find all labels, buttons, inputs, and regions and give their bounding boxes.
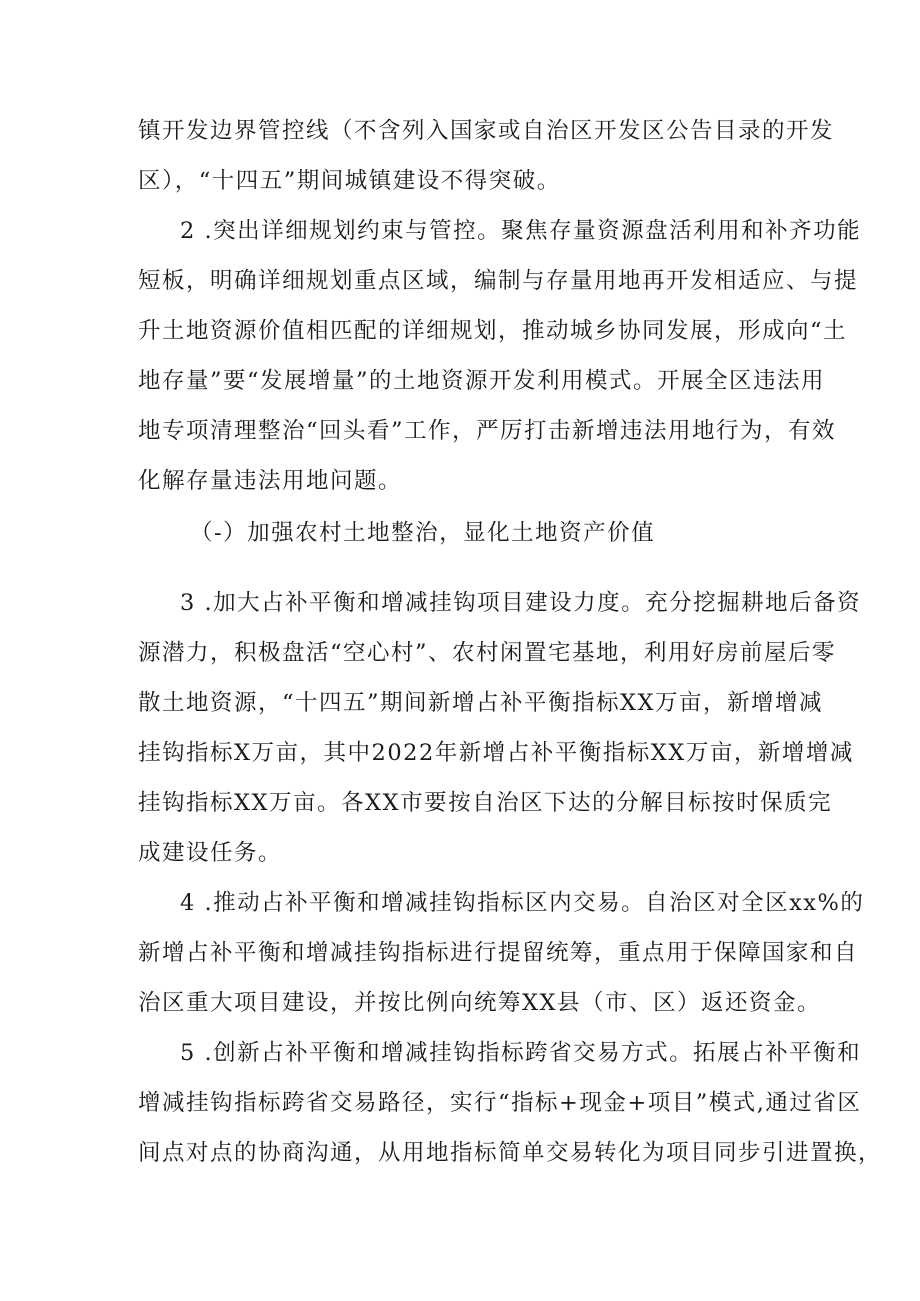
paragraph-2-line-1: 2 .突出详细规划约束与管控。聚焦存量资源盘活利用和补齐功能 <box>180 218 862 244</box>
paragraph-3-line-4: 挂钩指标X万亩，其中2022年新增占补平衡指标XX万亩，新增增减 <box>138 740 854 766</box>
paragraph-2-line-6: 化解存量违法用地问题。 <box>138 468 403 494</box>
paragraph-2-line-3: 升土地资源价值相匹配的详细规划，推动城乡协同发展，形成向“土 <box>138 318 848 344</box>
section-heading: （-）加强农村土地整治，显化土地资产价值 <box>190 520 656 546</box>
paragraph-5-line-1: 5 .创新占补平衡和增减挂钩指标跨省交易方式。拓展占补平衡和 <box>180 1040 862 1066</box>
paragraph-1-line-2: 区），“十四五”期间城镇建设不得突破。 <box>138 168 561 194</box>
paragraph-2-line-4: 地存量”要“发展增量”的土地资源开发利用模式。开展全区违法用 <box>138 368 826 394</box>
paragraph-5-line-3: 间点对点的协商沟通，从用地指标简单交易转化为项目同步引进置换， <box>138 1140 883 1166</box>
paragraph-3-line-6: 成建设任务。 <box>138 840 283 866</box>
paragraph-5-line-2: 增减挂钩指标跨省交易路径，实行“指标+现金+项目”模式,通过省区 <box>138 1090 862 1116</box>
paragraph-3-line-1: 3 .加大占补平衡和增减挂钩项目建设力度。充分挖掘耕地后备资 <box>180 590 862 616</box>
paragraph-2-line-5: 地专项清理整治“回头看”工作，严厉打击新增违法用地行为，有效 <box>138 418 837 444</box>
paragraph-1-line-1: 镇开发边界管控线（不含列入国家或自治区开发区公告目录的开发 <box>138 118 835 144</box>
paragraph-2-line-2: 短板，明确详细规划重点区域，编制与存量用地再开发相适应、与提 <box>138 268 859 294</box>
paragraph-4-line-3: 治区重大项目建设，并按比例向统筹XX县（市、区）返还资金。 <box>138 990 822 1016</box>
paragraph-3-line-2: 源潜力，积极盘活“空心村”、农村闲置宅基地，利用好房前屋后零 <box>138 640 837 666</box>
paragraph-4-line-2: 新增占补平衡和增减挂钩指标进行提留统筹，重点用于保障国家和自 <box>138 940 859 966</box>
paragraph-3-line-5: 挂钩指标XX万亩。各XX市要按自治区下达的分解目标按时保质完 <box>138 790 833 816</box>
paragraph-4-line-1: 4 .推动占补平衡和增减挂钩指标区内交易。自治区对全区xx%的 <box>180 890 865 916</box>
paragraph-3-line-3: 散土地资源，“十四五”期间新增占补平衡指标XX万亩，新增增减 <box>138 690 824 716</box>
